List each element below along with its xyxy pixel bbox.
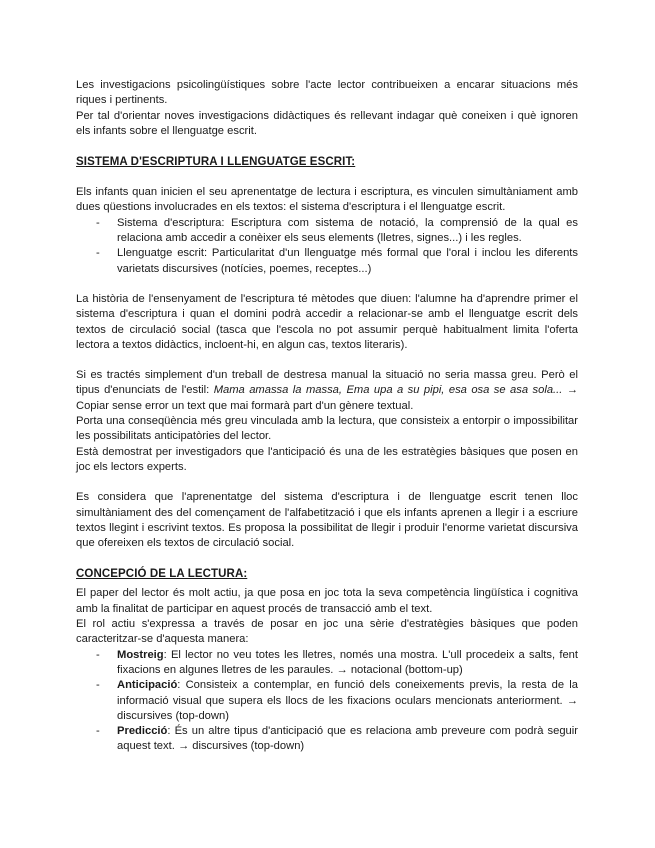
list-item-text: Llenguatge escrit: Particularitat d'un llenguatge més formal que l'oral i inclou les diferents varietats discursives (notícies, poemes, receptes...) [117,247,578,275]
section1-paragraph-4: Porta una conseqüència més greu vinculada amb la lectura, que consisteix a entorpir o impossibilitar les possibilitats anticipatòries del lector. [76,415,578,443]
list-item [76,246,578,277]
list-dash: - [96,725,100,738]
document-body [76,78,578,755]
section1-list [76,216,578,277]
strategies-list [76,648,578,755]
section1-paragraph-3: Si es tractés simplement d'un treball de destresa manual la situació no seria massa greu. Però el tipus d'enunciats de l'estil: Mama amassa la massa, Ema upa a su pipi, esa osa se asa sola... → Copiar sense error un text que mai formarà part d'un gènere textual. [76,369,578,412]
intro-paragraph-1: Les investigacions psicolingüístiques sobre l'acte lector contribueixen a encarar situacions més riques i pertinents. [76,79,578,107]
strategy-term: Mostreig [117,648,164,661]
list-dash: - [96,216,100,229]
section-heading-reading-concept: CONCEPCIÓ DE LA LECTURA: [76,568,248,581]
strategy-text: : Consisteix a contemplar, en funció dels coneixements previs, la resta de la informació visual que supera els llocs de les fixacions oculars mencionats anteriorment. → discursives (top-down) [117,679,578,722]
section1-paragraph-2: La història de l'ensenyament de l'escriptura té mètodes que diuen: l'alumne ha d'aprendre primer el sistema d'escriptura i quan el domini podrà accedir a relacionar-se amb el llenguatge escrit dels textos de circulació social (tasca que l'escola no pot assumir perquè habitualment limita l'oferta lectora a textos didàctics, incloent-hi, en algun cas, textos literaris). [76,292,578,351]
section-heading-writing-system: SISTEMA D'ESCRIPTURA I LLENGUATGE ESCRIT: [76,156,356,169]
list-item-text: Sistema d'escriptura: Escriptura com sistema de notació, la comprensió de la qual es relaciona amb accedir a conèixer els seus elements (lletres, signes...) i les regles. [117,216,578,245]
strategy-term: Anticipació [117,679,178,692]
strategy-text: : El lector no veu totes les lletres, només una mostra. L'ull procedeix a salts, fent fixacions en algunes lletres de les paraules. → notacional (bottom-up) [117,648,578,676]
list-item-mostreig [76,648,578,679]
list-item-anticipacio [76,678,578,724]
list-item-prediccio [76,724,578,755]
section2-paragraph-2: El rol actiu s'expressa a través de posar en joc una sèrie d'estratègies bàsiques que poden caracteritzar-se d'aquesta manera: [76,618,578,646]
section1-paragraph-1: Els infants quan inicien el seu aprenentatge de lectura i escriptura, es vinculen simultàniament amb dues qüestions involucrades en els textos: el sistema d'escriptura i el llenguatge escrit. [76,186,578,214]
strategy-text: : És un altre tipus d'anticipació que es relaciona amb preveure com podrà seguir aquest text. → discursives (top-down) [117,725,578,753]
section2-paragraph-1: El paper del lector és molt actiu, ja que posa en joc tota la seva competència lingüística i cognitiva amb la finalitat de participar en aquest procés de transacció amb el text. [76,587,578,615]
section1-paragraph-5: Està demostrat per investigadors que l'anticipació és una de les estratègies bàsiques que posen en joc els lectors experts. [76,445,578,473]
list-dash: - [96,247,100,260]
example-sentences: Mama amassa la massa, Ema upa a su pipi, esa osa se asa sola... [213,384,563,397]
list-dash: - [96,679,100,692]
list-item [76,216,578,247]
strategy-term: Predicció [117,725,168,738]
intro-paragraph-2: Per tal d'orientar noves investigacions didàctiques és rellevant indagar què coneixen i què ignoren els infants sobre el llenguatge escrit. [76,109,578,137]
list-dash: - [96,648,100,661]
section1-paragraph-6: Es considera que l'aprenentatge del sistema d'escriptura i de llenguatge escrit tenen lloc simultàniament des del començament de l'alfabetització i que els infants aprenen a llegir i a escriure textos llegint i escrivint textos. Es proposa la possibilitat de llegir i produir l'enorme varietat discursiva que ofereixen els textos de circulació social. [76,491,578,550]
